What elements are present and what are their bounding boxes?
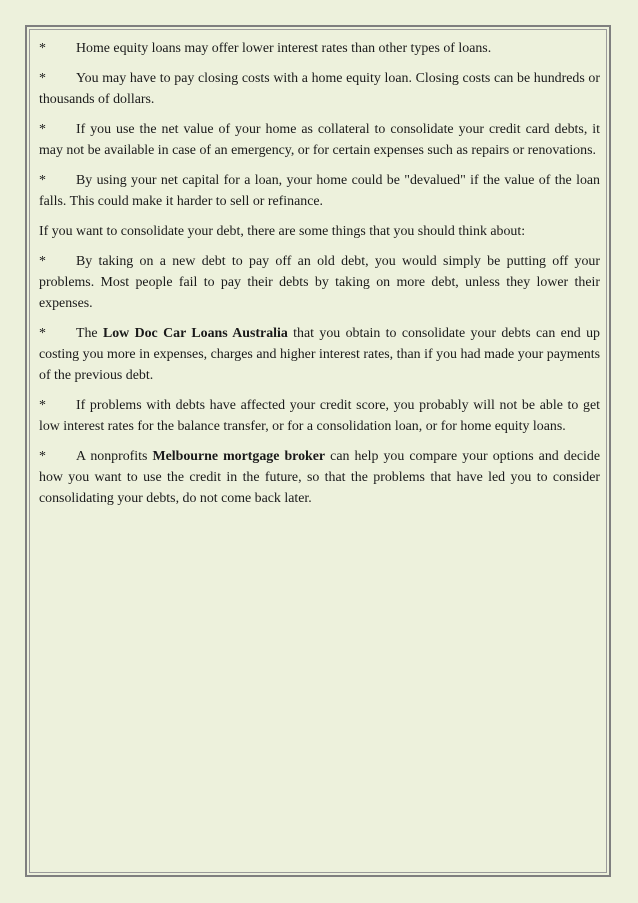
bullet-marker: * xyxy=(39,326,46,341)
bullet-paragraph xyxy=(39,170,600,212)
bullet-marker: * xyxy=(39,254,46,269)
paragraph-text: If you use the net value of your home as collateral to consolidate your credit card debts, it may not be available in case of an emergency, or for certain expenses such as repairs or renovations. xyxy=(39,122,600,158)
bullet-marker: * xyxy=(39,122,46,137)
paragraph-text-before: The xyxy=(76,326,103,341)
bullet-marker: * xyxy=(39,449,46,464)
bullet-marker: * xyxy=(39,41,46,56)
bullet-paragraph xyxy=(39,251,600,314)
intro-paragraph xyxy=(39,221,600,242)
bullet-paragraph xyxy=(39,323,600,386)
paragraph-text: You may have to pay closing costs with a home equity loan. Closing costs can be hundreds or thousands of dollars. xyxy=(39,71,600,107)
bullet-paragraph xyxy=(39,395,600,437)
paragraph-text: If problems with debts have affected your credit score, you probably will not be able to get low interest rates for the balance transfer, or for a consolidation loan, or for home equity loans. xyxy=(39,398,600,434)
bold-keyword-link: Low Doc Car Loans Australia xyxy=(102,326,288,341)
paragraph-text-after: can help you compare your options and decide how you want to use the credit in the future, so that the problems that have led you to consider consolidating your debts, do not come back later. xyxy=(39,449,601,506)
document-body xyxy=(39,38,600,518)
paragraph-text: By taking on a new debt to pay off an old debt, you would simply be putting off your problems. Most people fail to pay their debts by taking on more debt, unless they lower their expenses. xyxy=(39,254,600,311)
bullet-marker: * xyxy=(39,173,46,188)
bullet-marker: * xyxy=(39,71,46,86)
bullet-marker: * xyxy=(39,398,46,413)
bullet-paragraph xyxy=(39,446,600,509)
paragraph-text-after: that you obtain to consolidate your debts can end up costing you more in expenses, charges and higher interest rates, than if you had made your payments of the previous debt. xyxy=(39,326,600,383)
bullet-paragraph xyxy=(39,68,600,110)
paragraph-text: Home equity loans may offer lower interest rates than other types of loans. xyxy=(76,41,492,56)
bullet-paragraph xyxy=(39,38,600,59)
bullet-paragraph xyxy=(39,119,600,161)
bold-keyword-link: Melbourne mortgage broker xyxy=(152,449,326,464)
paragraph-text-before: A nonprofits xyxy=(76,449,153,464)
paragraph-text: By using your net capital for a loan, your home could be "devalued" if the value of the loan falls. This could make it harder to sell or refinance. xyxy=(39,173,600,209)
paragraph-text: If you want to consolidate your debt, there are some things that you should think about: xyxy=(39,224,526,239)
